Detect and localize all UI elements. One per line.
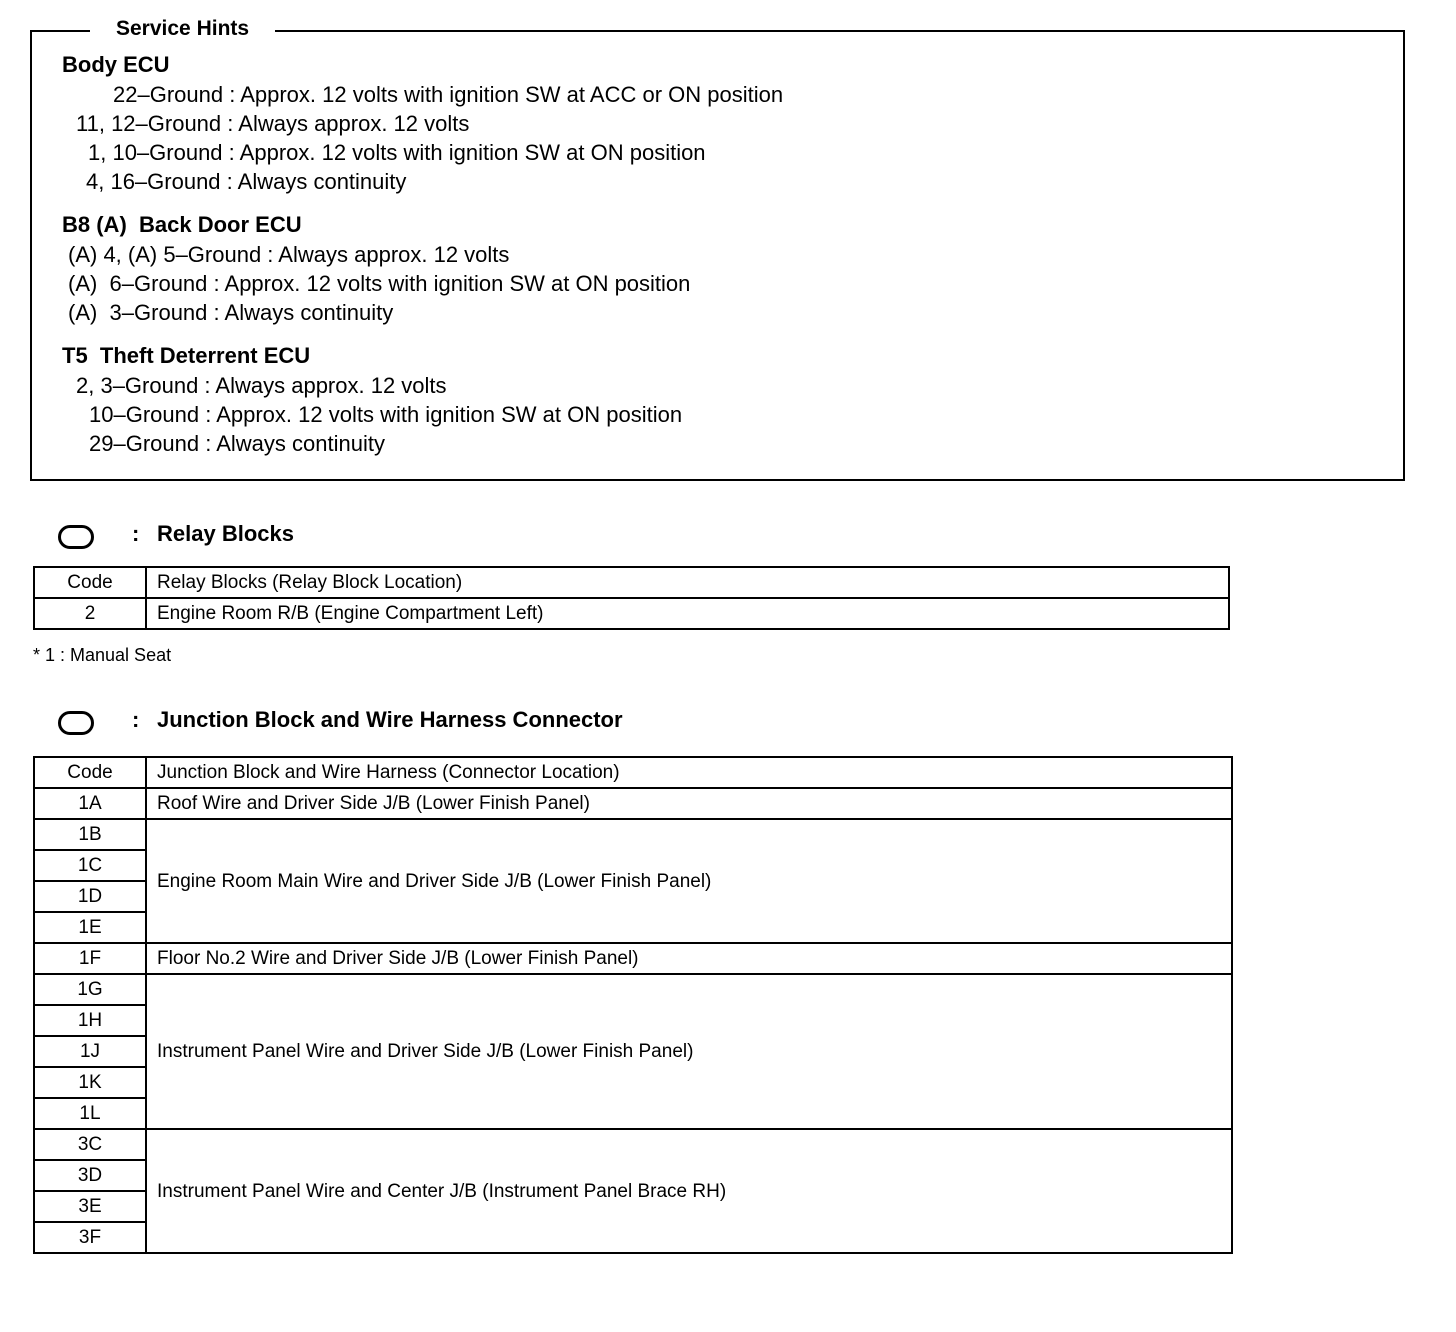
hint-line: 22–Ground : Approx. 12 volts with ignition SW at ACC or ON position [113,82,784,107]
relay-blocks-title: Relay Blocks [157,521,294,546]
hint-line: 1, 10–Ground : Approx. 12 volts with ignition SW at ON position [88,140,706,165]
hint-section-back-door-ecu [62,210,690,327]
relay-block-symbol-icon [58,525,94,549]
header-code: Code [34,567,146,598]
junction-code: 1G [34,974,146,1005]
junction-code: 1D [34,881,146,912]
junction-code: 1H [34,1005,146,1036]
junction-desc: Instrument Panel Wire and Driver Side J/B (Lower Finish Panel) [146,974,1232,1129]
junction-code: 1B [34,819,146,850]
junction-desc: Roof Wire and Driver Side J/B (Lower Finish Panel) [146,788,1232,819]
junction-code: 1L [34,1098,146,1129]
hint-section-theft-deterrent-ecu [62,341,682,458]
junction-code: 1K [34,1067,146,1098]
junction-desc: Floor No.2 Wire and Driver Side J/B (Lower Finish Panel) [146,943,1232,974]
relay-desc: Engine Room R/B (Engine Compartment Left) [146,598,1229,629]
junction-code: 1E [34,912,146,943]
junction-code: 1F [34,943,146,974]
relay-blocks-table [33,566,1230,630]
table-row [34,788,1232,819]
junction-code: 1A [34,788,146,819]
hint-line: (A) 3–Ground : Always continuity [68,300,394,325]
hint-line: 2, 3–Ground : Always approx. 12 volts [76,373,447,398]
table-header-row [34,757,1232,788]
hint-line: 10–Ground : Approx. 12 volts with ignition SW at ON position [89,402,683,427]
table-row [34,598,1229,629]
table-row [34,943,1232,974]
hint-heading: B8 (A) Back Door ECU [62,212,302,237]
table-header-row [34,567,1229,598]
section-colon: : [132,521,140,546]
junction-code: 3F [34,1222,146,1253]
header-code: Code [34,757,146,788]
hint-heading: Body ECU [62,52,170,77]
junction-desc: Engine Room Main Wire and Driver Side J/B (Lower Finish Panel) [146,819,1232,943]
hint-heading: T5 Theft Deterrent ECU [62,343,311,368]
junction-code: 3E [34,1191,146,1222]
footnote: * 1 : Manual Seat [33,645,172,665]
junction-blocks-table [33,756,1233,1254]
table-row [34,819,1232,850]
hint-line: 29–Ground : Always continuity [89,431,385,456]
hint-section-body-ecu [62,50,783,196]
junction-code: 1J [34,1036,146,1067]
table-row [34,1129,1232,1160]
relay-code: 2 [34,598,146,629]
hint-line: (A) 6–Ground : Approx. 12 volts with ignition SW at ON position [68,271,691,296]
service-hints-title: Service Hints [90,15,275,43]
table-row [34,974,1232,1005]
junction-block-symbol-icon [58,711,94,735]
junction-code: 3C [34,1129,146,1160]
junction-code: 3D [34,1160,146,1191]
hint-line: (A) 4, (A) 5–Ground : Always approx. 12 volts [68,242,510,267]
header-desc: Junction Block and Wire Harness (Connector Location) [146,757,1232,788]
junction-blocks-title: Junction Block and Wire Harness Connector [157,707,623,732]
junction-desc: Instrument Panel Wire and Center J/B (Instrument Panel Brace RH) [146,1129,1232,1253]
hint-line: 11, 12–Ground : Always approx. 12 volts [76,111,470,136]
section-colon: : [132,707,140,732]
hint-line: 4, 16–Ground : Always continuity [86,169,407,194]
header-desc: Relay Blocks (Relay Block Location) [146,567,1229,598]
junction-code: 1C [34,850,146,881]
